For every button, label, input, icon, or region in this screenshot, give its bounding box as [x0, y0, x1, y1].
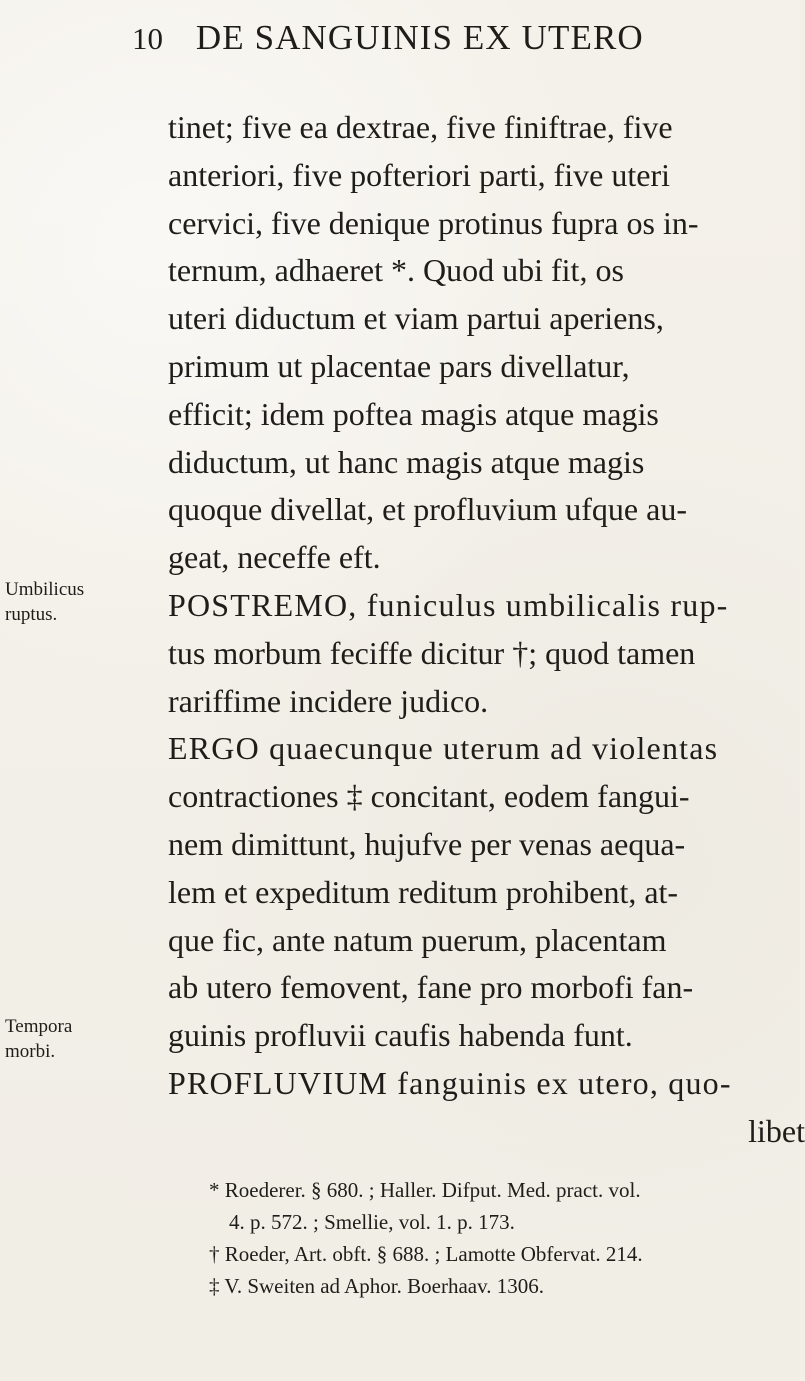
- text-line: ab utero femovent, fane pro morbofi fan-: [168, 969, 694, 1006]
- marginal-note-umbilicus: Umbilicus ruptus.: [5, 579, 85, 625]
- footnotes: [191, 1174, 783, 1302]
- text-line: cervici, five denique protinus fupra os in-: [168, 204, 699, 241]
- page-number: 10: [132, 21, 163, 56]
- text-line: nem dimittunt, hujufve per venas aequa-: [168, 825, 686, 862]
- text-line: uteri diductum et viam partui aperiens,: [168, 300, 664, 337]
- text-line: que fic, ante natum puerum, placentam: [168, 921, 667, 958]
- text-line: lem et expeditum reditum prohibent, at-: [168, 873, 679, 910]
- text-line: POSTREMO, funiculus umbilicalis rup-: [168, 586, 729, 623]
- page-title: DE SANGUINIS EX UTERO: [195, 18, 644, 57]
- footnote-line: ‡ V. Sweiten ad Aphor. Boerhaav. 1306.: [209, 1274, 544, 1298]
- footnote-line: 4. p. 572. ; Smellie, vol. 1. p. 173.: [229, 1210, 515, 1234]
- text-line: quoque divellat, et profluvium ufque au-: [168, 491, 687, 528]
- text-line: tinet; five ea dextrae, five finiftrae, five: [168, 109, 673, 145]
- text-line: PROFLUVIUM fanguinis ex utero, quo-: [168, 1064, 732, 1101]
- text-line: tus morbum feciffe dicitur †; quod tamen: [168, 634, 696, 671]
- footnote-line: * Roederer. § 680. ; Haller. Difput. Med. pract. vol.: [209, 1178, 641, 1202]
- text-line: efficit; idem poftea magis atque magis: [168, 395, 659, 432]
- main-text: [168, 104, 805, 1149]
- running-head: [132, 18, 707, 70]
- text-line: contractiones ‡ concitant, eodem fangui-: [168, 778, 690, 815]
- text-line: geat, neceffe eft.: [168, 539, 381, 576]
- text-line: guinis profluvii caufis habenda funt.: [168, 1017, 633, 1054]
- text-line: ERGO quaecunque uterum ad violentas: [168, 730, 719, 767]
- text-line: ternum, adhaeret *. Quod ubi fit, os: [168, 252, 624, 289]
- text-line: anteriori, five pofteriori parti, five uteri: [168, 156, 671, 193]
- text-line: diductum, ut hanc magis atque magis: [168, 443, 645, 480]
- catchword: libet: [748, 1112, 805, 1149]
- text-line: rariffime incidere judico.: [168, 682, 489, 719]
- text-line: primum ut placentae pars divellatur,: [168, 347, 630, 384]
- marginal-note-tempora: Tempora morbi.: [5, 1016, 73, 1062]
- footnote-line: † Roeder, Art. obft. § 688. ; Lamotte Obfervat. 214.: [209, 1242, 643, 1266]
